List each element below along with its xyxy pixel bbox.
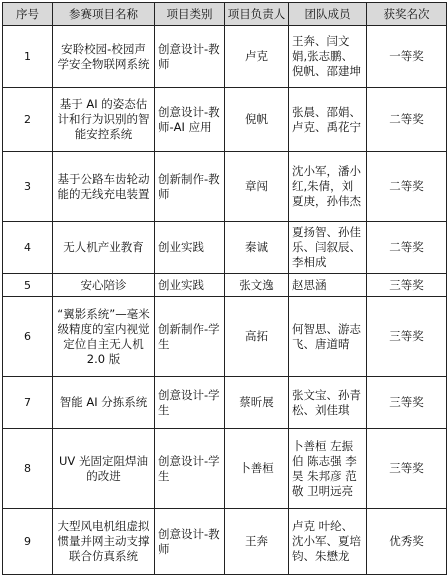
cell-category: 创意设计-学生 (155, 377, 225, 429)
cell-members: 张文宝、孙青松、刘佳琪 (289, 377, 367, 429)
table-row (3, 274, 447, 297)
cell-category: 创新制作-学生 (155, 297, 225, 377)
cell-category: 创业实践 (155, 222, 225, 274)
cell-seq: 3 (3, 152, 53, 222)
cell-members: 赵思涵 (289, 274, 367, 297)
cell-project-name: UV 光固定阻焊油的改进 (53, 429, 155, 509)
header-row (3, 3, 447, 26)
cell-members: 夏扬智、孙佳乐、闫叙辰、李相成 (289, 222, 367, 274)
cell-members: 卜善桓 左振伯 陈志强 李昊 朱邦彦 范敬 卫明远亮 (289, 429, 367, 509)
cell-leader: 章闯 (225, 152, 289, 222)
cell-project-name: 大型风电机组虚拟惯量并网主动支撑联合仿真系统 (53, 509, 155, 575)
cell-category: 创意设计-学生 (155, 429, 225, 509)
cell-award: 一等奖 (367, 26, 447, 88)
cell-leader: 倪帆 (225, 88, 289, 152)
table-row (3, 509, 447, 575)
cell-award: 二等奖 (367, 152, 447, 222)
cell-project-name: 安聆校园-校园声学安全物联网系统 (53, 26, 155, 88)
table-row (3, 26, 447, 88)
cell-leader: 张文逸 (225, 274, 289, 297)
table-row (3, 222, 447, 274)
cell-members: 沈小军，潘小红,朱倩，刘夏庚，孙伟杰 (289, 152, 367, 222)
cell-leader: 蔡昕展 (225, 377, 289, 429)
cell-project-name: 无人机产业教育 (53, 222, 155, 274)
cell-seq: 8 (3, 429, 53, 509)
cell-leader: 高拓 (225, 297, 289, 377)
header-members: 团队成员 (289, 3, 367, 26)
cell-leader: 秦诚 (225, 222, 289, 274)
cell-members: 王奔、闫文娟,张志鹏、倪帆、邵建坤 (289, 26, 367, 88)
header-project-name: 参赛项目名称 (53, 3, 155, 26)
cell-award: 二等奖 (367, 88, 447, 152)
cell-award: 二等奖 (367, 222, 447, 274)
cell-seq: 4 (3, 222, 53, 274)
cell-category: 创意设计-教师 (155, 26, 225, 88)
cell-award: 优秀奖 (367, 509, 447, 575)
table-row (3, 152, 447, 222)
table-row (3, 429, 447, 509)
cell-seq: 5 (3, 274, 53, 297)
cell-members: 何智思、游志飞、唐道晴 (289, 297, 367, 377)
cell-award: 三等奖 (367, 377, 447, 429)
table-row (3, 377, 447, 429)
cell-category: 创新制作-教师 (155, 152, 225, 222)
cell-award: 三等奖 (367, 297, 447, 377)
cell-seq: 1 (3, 26, 53, 88)
cell-project-name: 智能 AI 分拣系统 (53, 377, 155, 429)
cell-seq: 2 (3, 88, 53, 152)
cell-seq: 9 (3, 509, 53, 575)
cell-leader: 卢克 (225, 26, 289, 88)
cell-category: 创意设计-教师 (155, 509, 225, 575)
cell-category: 创业实践 (155, 274, 225, 297)
award-table (2, 2, 447, 575)
header-leader: 项目负责人 (225, 3, 289, 26)
cell-seq: 6 (3, 297, 53, 377)
cell-project-name: 基于 AI 的姿态估计和行为识别的智能安控系统 (53, 88, 155, 152)
cell-project-name: 基于公路车齿轮动能的无线充电装置 (53, 152, 155, 222)
cell-seq: 7 (3, 377, 53, 429)
cell-project-name: 安心陪诊 (53, 274, 155, 297)
cell-project-name: “翼影系统”—毫米级精度的室内视觉定位自主无人机 2.0 版 (53, 297, 155, 377)
header-category: 项目类别 (155, 3, 225, 26)
cell-category: 创意设计-教师-AI 应用 (155, 88, 225, 152)
header-award: 获奖名次 (367, 3, 447, 26)
table-row (3, 297, 447, 377)
cell-members: 卢克 叶纶、沈小军、夏培钧、朱懋龙 (289, 509, 367, 575)
cell-members: 张晨、邵娟、卢克、禹花宁 (289, 88, 367, 152)
header-seq: 序号 (3, 3, 53, 26)
cell-leader: 王奔 (225, 509, 289, 575)
cell-leader: 卜善桓 (225, 429, 289, 509)
table-row (3, 88, 447, 152)
cell-award: 三等奖 (367, 274, 447, 297)
cell-award: 三等奖 (367, 429, 447, 509)
